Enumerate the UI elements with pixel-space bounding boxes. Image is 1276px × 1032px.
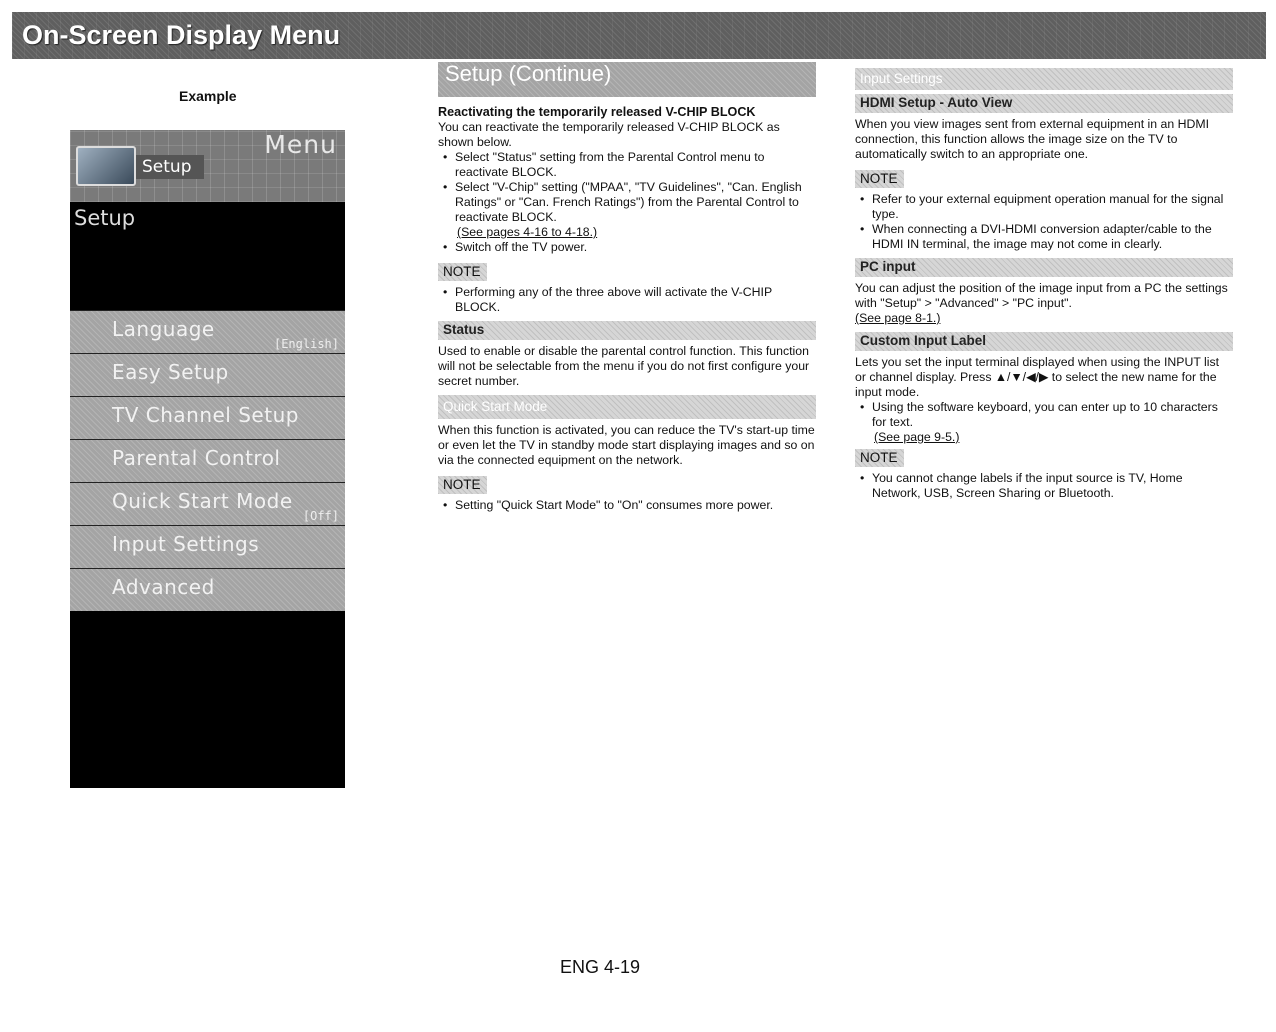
setup-continue-title: Setup (Continue) xyxy=(445,61,612,86)
quick-start-text: When this function is activated, you can reduce the TV's start-up time or even let the TV in standby mode start displaying images and so on via the connected equipment on the network. xyxy=(438,423,815,467)
reactivate-bullet: • Select "Status" setting from the Parental Control menu to reactivate BLOCK. xyxy=(438,150,816,180)
page-banner xyxy=(12,12,1266,59)
tv-setup-tab: Setup xyxy=(136,155,204,179)
quick-start-header xyxy=(438,395,816,419)
pc-input-page-link[interactable]: (See page 8-1.) xyxy=(855,311,941,325)
tv-menu-item-quick-start-mode xyxy=(70,482,345,525)
note-label: NOTE xyxy=(438,476,487,494)
tv-menu-item-easy-setup xyxy=(70,353,345,396)
custom-label-header xyxy=(855,332,1233,351)
status-text: Used to enable or disable the parental control function. This function will not be selectable from the menu if you do not first configure your secret number. xyxy=(438,344,810,388)
input-settings-header xyxy=(855,68,1233,90)
tv-menu-item-parental-control xyxy=(70,439,345,482)
note-bullet: • Performing any of the three above will activate the V-CHIP BLOCK. xyxy=(438,285,816,315)
tv-menu-item-language xyxy=(70,310,345,353)
note-bullet: • When connecting a DVI-HDMI conversion adapter/cable to the HDMI IN terminal, the image may not come in clearly. xyxy=(855,222,1233,252)
note-label: NOTE xyxy=(855,170,904,188)
hdmi-text: When you view images sent from external equipment in an HDMI connection, this function allows the image size on the TV to automatically switch to an appropriate one. xyxy=(855,117,1210,161)
tv-menu-item-tv-channel-setup xyxy=(70,396,345,439)
tv-menu-item-advanced xyxy=(70,568,345,611)
custom-label-title: Custom Input Label xyxy=(860,333,986,348)
tv-menu-header xyxy=(70,130,345,202)
note-bullet: • You cannot change labels if the input source is TV, Home Network, USB, Screen Sharing or Bluetooth. xyxy=(855,471,1233,501)
column-setup-continue xyxy=(438,62,816,519)
pc-input-title: PC input xyxy=(860,259,916,274)
hdmi-title: HDMI Setup - Auto View xyxy=(860,95,1013,110)
input-settings-title: Input Settings xyxy=(860,71,943,86)
tv-menu-item-value: [Off] xyxy=(302,509,339,523)
tv-menu-item-label: Advanced xyxy=(112,575,215,599)
reactivate-bullet: • Select "V-Chip" setting ("MPAA", "TV Guidelines", "Can. English Ratings" or "Can. French Ratings") from the Parental Control to reactivate BLOCK. xyxy=(438,180,816,225)
quick-start-title: Quick Start Mode xyxy=(443,399,548,414)
custom-label-text: Lets you set the input terminal displayed when using the INPUT list or channel display. Press ▲/▼/◀/▶ to select the new name for the input mode. xyxy=(855,355,1220,399)
tv-menu-item-value: [English] xyxy=(273,337,339,351)
note-bullet: • Refer to your external equipment operation manual for the signal type. xyxy=(855,192,1233,222)
note-label: NOTE xyxy=(855,449,904,467)
column-input-settings xyxy=(855,68,1233,507)
tv-setup-heading: Setup xyxy=(74,206,136,230)
tv-menu-item-label: Input Settings xyxy=(112,532,260,556)
tv-menu-item-input-settings xyxy=(70,525,345,568)
tv-menu-item-label: Language xyxy=(112,317,215,341)
reactivate-page-link[interactable]: (See pages 4-16 to 4-18.) xyxy=(457,225,598,239)
page-number: ENG 4-19 xyxy=(560,957,641,977)
tv-menu-item-label: Easy Setup xyxy=(112,360,229,384)
banner-title: On-Screen Display Menu xyxy=(22,20,341,50)
reactivate-intro: You can reactivate the temporarily released V-CHIP BLOCK as shown below. xyxy=(438,120,780,149)
pc-input-text: You can adjust the position of the image input from a PC the settings with "Setup" > "Advanced" > "PC input". xyxy=(855,281,1228,310)
pc-input-header xyxy=(855,258,1233,277)
status-header xyxy=(438,321,816,340)
tv-menu-item-label: Quick Start Mode xyxy=(112,489,293,513)
status-title: Status xyxy=(443,322,485,337)
reactivate-bullet: • Switch off the TV power. xyxy=(438,240,816,255)
tv-menu-item-label: Parental Control xyxy=(112,446,281,470)
note-bullet: • Setting "Quick Start Mode" to "On" consumes more power. xyxy=(438,498,816,513)
tv-menu-word: Menu xyxy=(264,130,337,159)
setup-icon xyxy=(76,146,136,186)
example-label: Example xyxy=(179,88,237,104)
custom-label-page-link[interactable]: (See page 9-5.) xyxy=(874,430,960,444)
tv-menu-screenshot xyxy=(70,130,345,788)
note-label: NOTE xyxy=(438,263,487,281)
custom-label-bullet: • Using the software keyboard, you can enter up to 10 characters for text. xyxy=(855,400,1233,430)
setup-continue-header xyxy=(438,62,816,97)
hdmi-header xyxy=(855,94,1233,113)
tv-menu-item-label: TV Channel Setup xyxy=(112,403,299,427)
reactivate-title: Reactivating the temporarily released V-CHIP BLOCK xyxy=(438,105,756,119)
